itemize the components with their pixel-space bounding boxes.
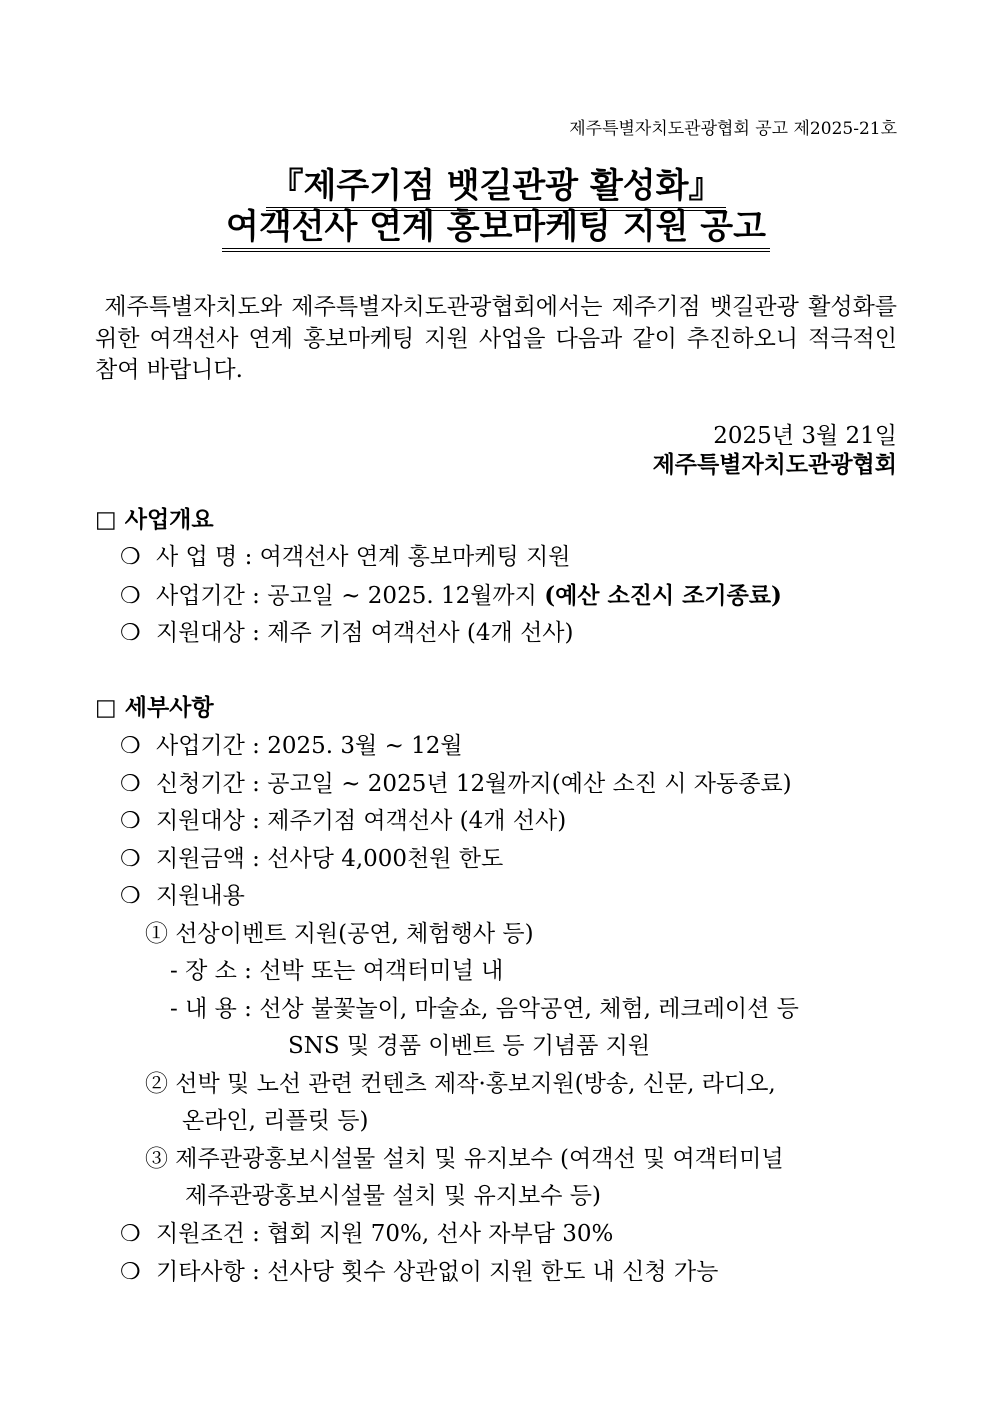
item-label: 기타사항 :	[156, 1259, 268, 1285]
circle-bullet-icon: ❍	[120, 883, 141, 909]
item-value: 2025. 3월 ~ 12월	[267, 733, 463, 759]
circle-bullet-icon: ❍	[120, 846, 141, 872]
section-title: 사업개요	[124, 506, 214, 533]
support-item-3-cont: 제주관광홍보시설물 설치 및 유지보수 등)	[185, 1183, 601, 1209]
list-item	[120, 581, 782, 611]
title-text-2: 여객선사 연계 홍보마케팅 지원 공고	[222, 207, 770, 252]
list-item	[120, 844, 503, 874]
list-item	[120, 1257, 718, 1287]
circle-bullet-icon: ❍	[120, 733, 141, 759]
item-value: 선사당 4,000천원 한도	[267, 846, 504, 872]
checkbox-icon: □	[95, 506, 117, 533]
support-item-1-content-cont: SNS 및 경품 이벤트 등 기념품 지원	[288, 1033, 651, 1059]
support-item-1-content: - 내 용 : 선상 불꽃놀이, 마술쇼, 음악공연, 체험, 레크레이션 등	[170, 996, 799, 1022]
circle-bullet-icon: ❍	[120, 1259, 141, 1285]
item-value: 공고일 ~ 2025년 12월까지(예산 소진 시 자동종료)	[267, 771, 792, 797]
circle-bullet-icon: ❍	[120, 620, 141, 646]
list-item	[120, 731, 463, 761]
item-label: 신청기간 :	[156, 771, 268, 797]
circle-bullet-icon: ❍	[120, 771, 141, 797]
item-value: 여객선사 연계 홍보마케팅 지원	[259, 544, 571, 570]
item-label: 사 업 명 :	[156, 544, 260, 570]
checkbox-icon: □	[95, 694, 117, 721]
support-item-2-cont: 온라인, 리플릿 등)	[182, 1108, 369, 1134]
list-item	[120, 881, 245, 911]
item-value: 선사당 횟수 상관없이 지원 한도 내 신청 가능	[267, 1259, 719, 1285]
title-line-2	[0, 207, 992, 252]
item-value: 제주 기점 여객선사 (4개 선사)	[267, 620, 574, 646]
support-item-2: ② 선박 및 노선 관련 컨텐츠 제작·홍보지원(방송, 신문, 라디오,	[145, 1071, 776, 1097]
list-item	[120, 806, 566, 836]
title-text-1: 『제주기점 뱃길관광 활성화』	[266, 166, 727, 211]
item-label: 지원대상 :	[156, 620, 268, 646]
circle-bullet-icon: ❍	[120, 583, 141, 609]
intro-text: 제주특별자치도와 제주특별자치도관광협회에서는 제주기점 뱃길관광 활성화를 위한 여객선사 연계 홍보마케팅 지원 사업을 다음과 같이 추진하오니 적극적인 참여 바랍니다.	[95, 294, 898, 383]
section-heading-overview	[95, 505, 214, 535]
title-line-1	[0, 166, 992, 211]
notice-date: 2025년 3월 21일	[713, 423, 897, 449]
list-item	[120, 769, 792, 799]
support-item-3: ③ 제주관광홍보시설물 설치 및 유지보수 (여객선 및 여객터미널	[145, 1146, 784, 1172]
support-item-1: ① 선상이벤트 지원(공연, 체험행사 등)	[145, 921, 534, 947]
list-item	[120, 542, 570, 572]
item-label: 지원조건 :	[156, 1221, 268, 1247]
intro-paragraph	[95, 292, 897, 387]
support-item-1-place: - 장 소 : 선박 또는 여객터미널 내	[170, 958, 504, 984]
section-title: 세부사항	[124, 694, 214, 721]
item-value: 협회 지원 70%, 선사 자부담 30%	[267, 1221, 614, 1247]
circle-bullet-icon: ❍	[120, 544, 141, 570]
item-label: 지원내용	[156, 883, 245, 909]
item-label: 지원금액 :	[156, 846, 268, 872]
item-label: 사업기간 :	[156, 733, 268, 759]
section-heading-details	[95, 693, 214, 723]
circle-bullet-icon: ❍	[120, 1221, 141, 1247]
list-item	[120, 618, 573, 648]
item-value: 공고일 ~ 2025. 12월까지	[267, 583, 545, 609]
issuer: 제주특별자치도관광협회	[652, 451, 897, 478]
item-label: 지원대상 :	[156, 808, 268, 834]
item-label: 사업기간 :	[156, 583, 268, 609]
list-item	[120, 1219, 613, 1249]
circle-bullet-icon: ❍	[120, 808, 141, 834]
item-value: 제주기점 여객선사 (4개 선사)	[267, 808, 567, 834]
notice-number: 제주특별자치도관광협회 공고 제2025-21호	[569, 119, 897, 139]
item-note: (예산 소진시 조기종료)	[544, 582, 782, 609]
